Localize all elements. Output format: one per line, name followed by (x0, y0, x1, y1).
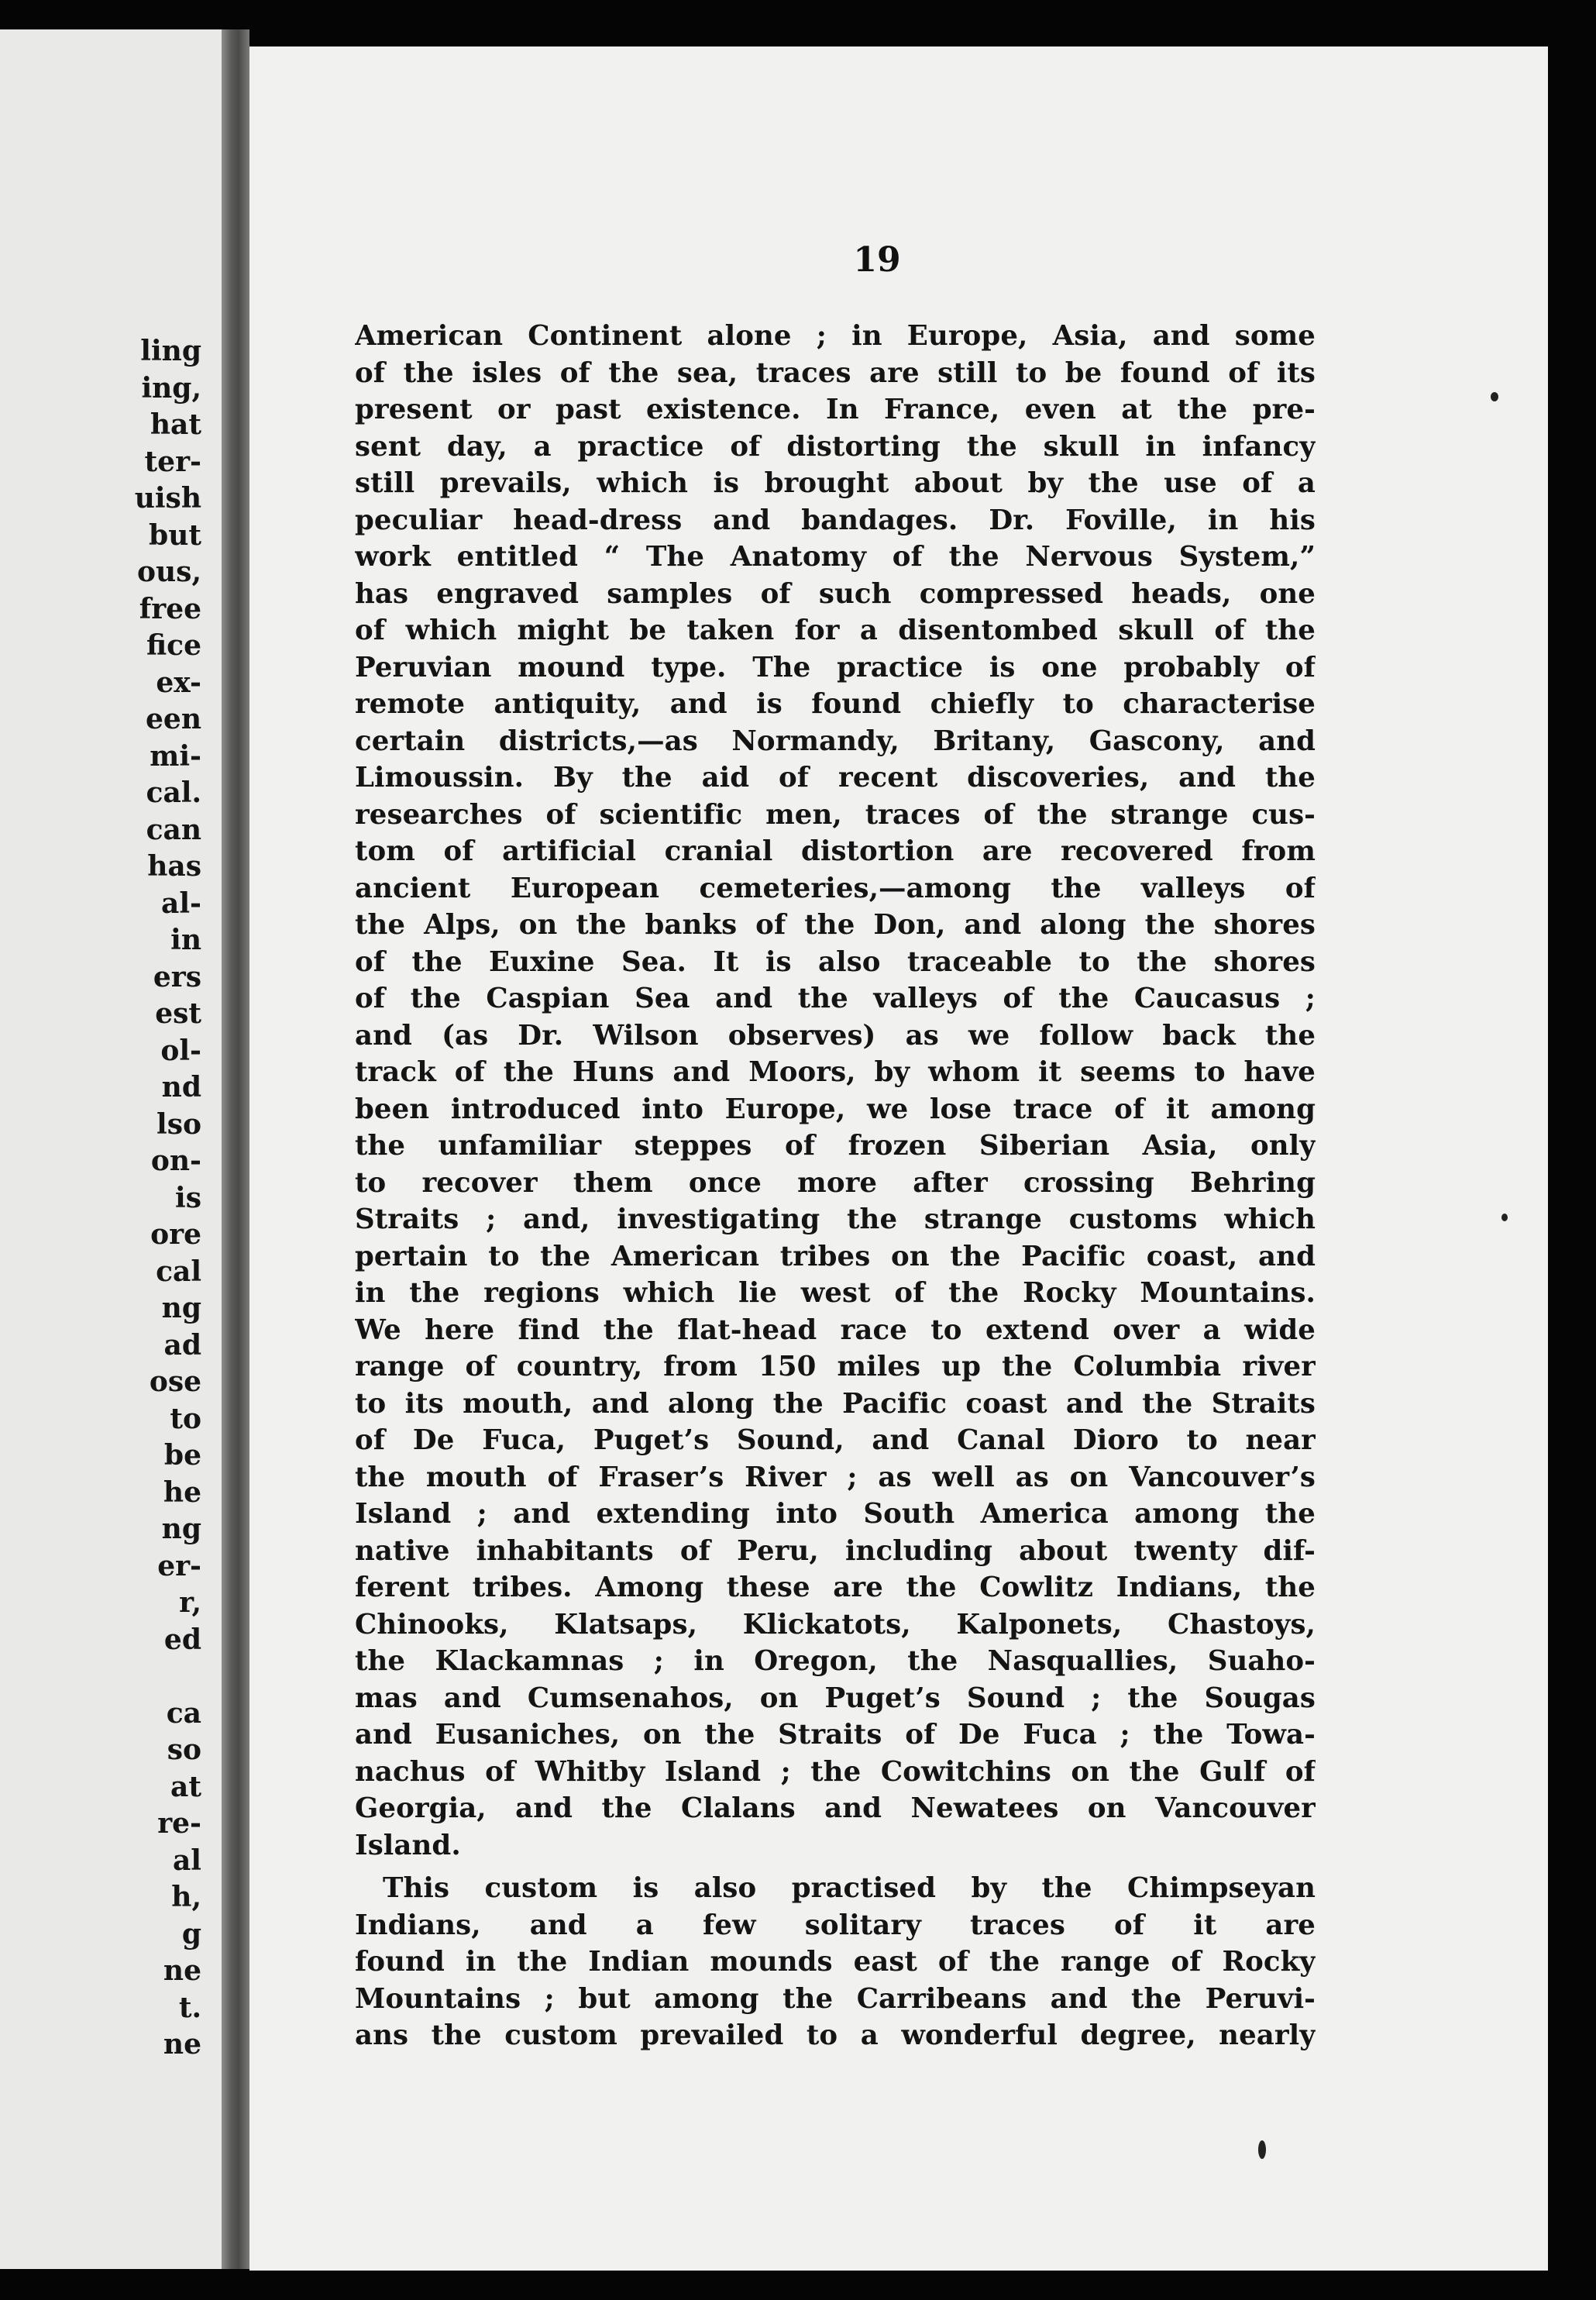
previous-page-fragment: ed (163, 1623, 201, 1656)
previous-page-fragment (135, 1658, 201, 1696)
previous-page-fragment: cal. (146, 776, 201, 809)
body-text (355, 318, 1316, 2054)
paragraph (355, 318, 1316, 1864)
previous-page-fragment: be (163, 1439, 201, 1472)
text-line: American Continent alone ; in Europe, Asia, and some (355, 320, 1316, 352)
previous-page-fragment: ore (150, 1218, 201, 1251)
previous-page-fragment: h, (171, 1881, 201, 1913)
previous-page-fragment: free (139, 592, 201, 625)
text-line: ferent tribes. Among these are the Cowlitz Indians, the (355, 1572, 1316, 1603)
scan-speck (1258, 2140, 1266, 2159)
previous-page-fragment: ers (153, 960, 201, 993)
previous-page-fragment: ne (163, 1954, 201, 1987)
previous-page-fragment: in (170, 924, 201, 956)
text-line: sent day, a practice of distorting the skull in infancy (355, 430, 1316, 463)
previous-page-fragment: ol- (160, 1034, 201, 1067)
previous-page-fragments (135, 333, 201, 2064)
previous-page-fragment: mi- (150, 739, 201, 773)
text-line: to recover them once more after crossing Behring (355, 1166, 1316, 1199)
scan-speck (1501, 1214, 1508, 1221)
text-line: tom of artificial cranial distortion are recovered from (355, 835, 1316, 867)
book-gutter (222, 29, 249, 2269)
text-line: the unfamiliar steppes of frozen Siberian Asia, only (355, 1130, 1316, 1162)
previous-page-fragment: to (170, 1402, 201, 1435)
text-line: of the isles of the sea, traces are still to be found of its (355, 356, 1316, 389)
previous-page-fragment: is (175, 1181, 201, 1214)
previous-page-fragment: uish (134, 482, 201, 515)
text-line: of De Fuca, Puget’s Sound, and Canal Dioro to near (355, 1424, 1316, 1456)
text-line: Straits ; and, investigating the strange customs which (355, 1203, 1316, 1235)
text-line: researches of scientific men, traces of the strange cus- (355, 798, 1316, 831)
text-line: Island. (355, 1829, 461, 1861)
text-line: been introduced into Europe, we lose trace of it among (355, 1093, 1316, 1125)
page-number: 19 (853, 240, 901, 280)
text-line: native inhabitants of Peru, including about twenty dif- (355, 1534, 1316, 1567)
text-line: We here find the flat-head race to extend over a wide (355, 1314, 1316, 1346)
text-line: still prevails, which is brought about by the use of a (355, 467, 1316, 499)
previous-page-fragment: ng (161, 1292, 201, 1324)
text-line: range of country, from 150 miles up the Columbia river (355, 1351, 1316, 1382)
previous-page-edge (0, 29, 222, 2269)
text-line: the Alps, on the banks of the Don, and along the shores (355, 909, 1316, 941)
previous-page-fragment: ose (149, 1365, 201, 1398)
text-line: ancient European cemeteries,—among the valleys of (355, 872, 1316, 904)
text-line: to its mouth, and along the Pacific coast and the Straits (355, 1387, 1316, 1420)
text-line: and Eusaniches, on the Straits of De Fuca ; the Towa- (355, 1719, 1316, 1751)
previous-page-fragment: al (172, 1844, 201, 1877)
previous-page-fragment: ling (140, 335, 201, 367)
text-line: work entitled “ The Anatomy of the Nervous System,” (355, 541, 1316, 573)
previous-page-fragment: ng (161, 1513, 201, 1545)
previous-page-fragment: een (146, 703, 201, 735)
previous-page-fragment: re- (157, 1807, 201, 1840)
text-line: Peruvian mound type. The practice is one probably of (355, 651, 1316, 683)
previous-page-fragment: so (167, 1734, 201, 1766)
text-line: found in the Indian mounds east of the range of Rocky (355, 1946, 1316, 1978)
previous-page-fragment: ca (166, 1696, 201, 1730)
text-line: peculiar head-dress and bandages. Dr. Foville, in his (355, 504, 1316, 536)
current-page (249, 46, 1548, 2271)
previous-page-fragment: ne (163, 2028, 201, 2061)
text-line: pertain to the American tribes on the Pacific coast, and (355, 1240, 1316, 1272)
text-line: certain districts,—as Normandy, Britany, Gascony, and (355, 725, 1316, 757)
text-line: has engraved samples of such compressed heads, one (355, 577, 1316, 610)
text-line: in the regions which lie west of the Rocky Mountains. (355, 1277, 1316, 1309)
text-line: ans the custom prevailed to a wonderful degree, nearly (355, 2019, 1316, 2051)
previous-page-fragment: ing, (141, 371, 201, 405)
text-line: present or past existence. In France, even at the pre- (355, 394, 1316, 425)
previous-page-fragment: ter- (144, 445, 201, 478)
paragraph (355, 1870, 1316, 2054)
previous-page-fragment: ous, (137, 556, 201, 588)
previous-page-fragment: hat (150, 408, 201, 441)
text-line: Chinooks, Klatsaps, Klickatots, Kalponets, Chastoys, (355, 1608, 1316, 1641)
previous-page-fragment: has (147, 850, 201, 883)
text-line: Mountains ; but among the Carribeans and the Peruvi- (355, 1982, 1316, 2015)
previous-page-fragment: can (146, 813, 201, 846)
previous-page-fragment: g (181, 1917, 201, 1951)
previous-page-fragment: nd (161, 1071, 201, 1104)
scan-speck (1491, 392, 1498, 401)
text-line: and (as Dr. Wilson observes) as we follow back the (355, 1019, 1316, 1052)
text-line: of the Euxine Sea. It is also traceable to the shores (355, 945, 1316, 978)
text-line: remote antiquity, and is found chiefly to characterise (355, 688, 1316, 720)
previous-page-fragment: ad (163, 1328, 201, 1362)
previous-page-fragment: he (163, 1475, 201, 1509)
previous-page-fragment: fice (146, 629, 201, 662)
previous-page-fragment: est (155, 997, 201, 1030)
text-line: of the Caspian Sea and the valleys of the Caucasus ; (355, 983, 1316, 1014)
text-line: the Klackamnas ; in Oregon, the Nasquallies, Suaho- (355, 1645, 1316, 1677)
previous-page-fragment: but (149, 518, 201, 552)
text-line: mas and Cumsenahos, on Puget’s Sound ; the Sougas (355, 1682, 1316, 1714)
text-line: Georgia, and the Clalans and Newatees on Vancouver (355, 1792, 1316, 1824)
text-line: Island ; and extending into South America among the (355, 1498, 1316, 1530)
previous-page-fragment: at (170, 1770, 201, 1803)
text-line: Limoussin. By the aid of recent discoveries, and the (355, 762, 1316, 794)
text-line: This custom is also practised by the Chimpseyan (383, 1872, 1316, 1904)
previous-page-fragment: ex- (156, 666, 201, 699)
previous-page-fragment: t. (178, 1991, 201, 2024)
previous-page-fragment: lso (157, 1107, 201, 1141)
previous-page-fragment: r, (179, 1586, 201, 1619)
previous-page-fragment: on- (150, 1145, 201, 1177)
previous-page-fragment: al- (161, 887, 201, 920)
text-line: nachus of Whitby Island ; the Cowitchins on the Gulf of (355, 1755, 1316, 1788)
text-line: track of the Huns and Moors, by whom it seems to have (355, 1056, 1316, 1088)
text-line: the mouth of Fraser’s River ; as well as on Vancouver’s (355, 1461, 1316, 1493)
previous-page-fragment: cal (156, 1255, 201, 1288)
text-line: Indians, and a few solitary traces of it are (355, 1909, 1316, 1941)
previous-page-fragment: er- (157, 1549, 201, 1582)
text-line: of which might be taken for a disentombed skull of the (355, 615, 1316, 646)
